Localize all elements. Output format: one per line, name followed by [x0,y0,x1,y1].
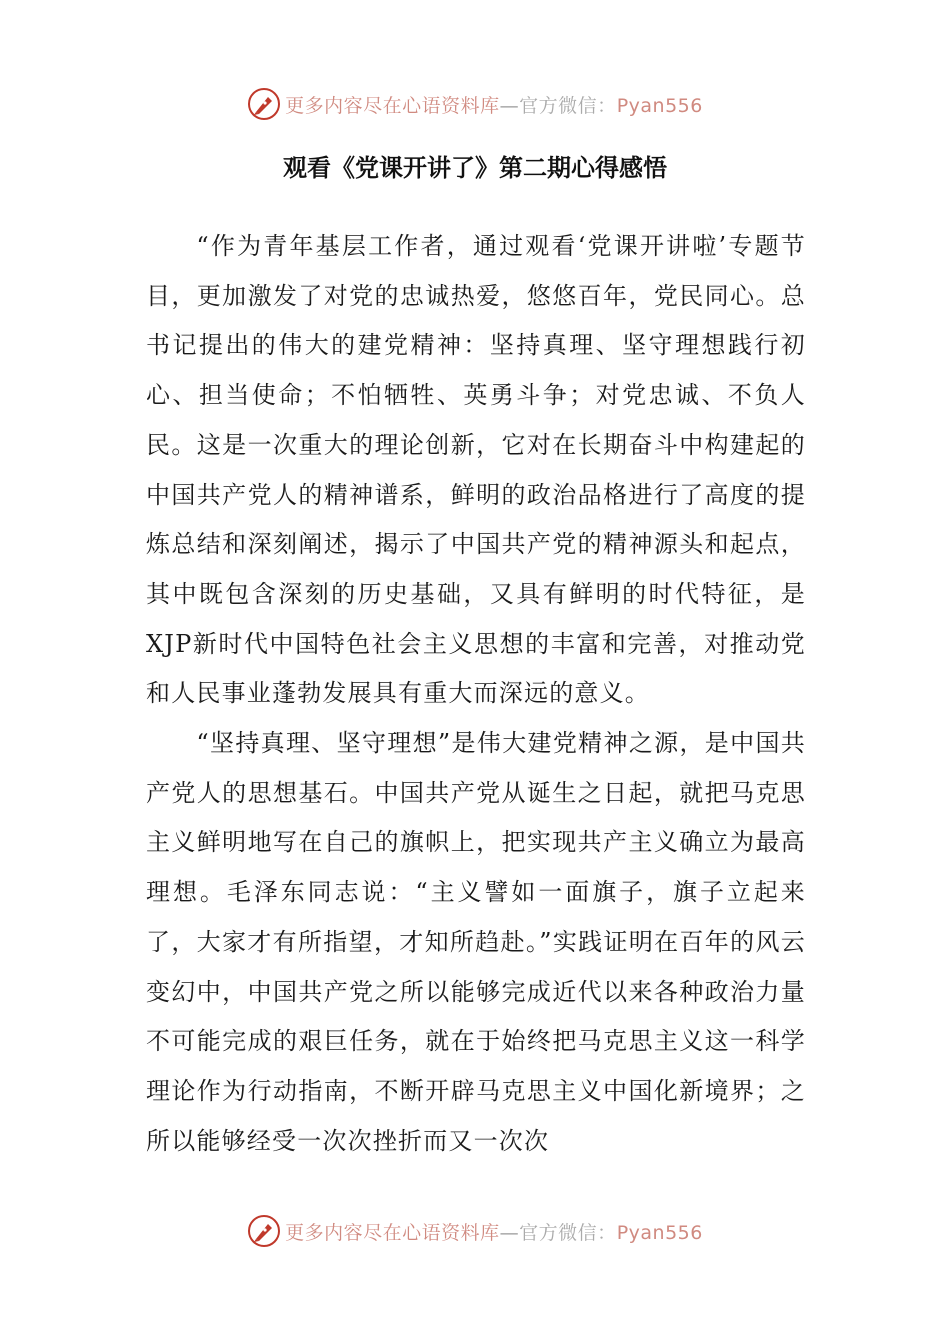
watermark-text [285,91,703,118]
watermark-text [285,1218,703,1245]
watermark-main: 更多内容尽在心语资料库 [285,94,500,117]
footer-watermark [0,1211,950,1251]
header-watermark [0,84,950,124]
watermark-wechat-id: Pyan556 [616,94,703,117]
watermark-dash: — [499,1221,520,1244]
pen-nib-logo-icon [247,87,281,121]
watermark-main: 更多内容尽在心语资料库 [285,1221,500,1244]
document-title: 观看《党课开讲了》第二期心得感悟 [283,153,667,182]
watermark-wechat-label: 官方微信： [519,1221,617,1244]
paragraph: “作为青年基层工作者，通过观看‘党课开讲啦’专题节目，更加激发了对党的忠诚热爱，悠悠百年，党民同心。总书记提出的伟大的建党精神：坚持真理、坚守理想践行初心、担当使命；不怕牺牲、英勇斗争；对党忠诚、不负人民。这是一次重大的理论创新，它对在长期奋斗中构建起的中国共产党人的精神谱系，鲜明的政治品格进行了高度的提炼总结和深刻阐述，揭示了中国共产党的精神源头和起点，其中既包含深刻的历史基础，又具有鲜明的时代特征，是XJP新时代中国特色社会主义思想的丰富和完善，对推动党和人民事业蓬勃发展具有重大而深远的意义。 [146,232,806,708]
paragraph: “坚持真理、坚守理想”是伟大建党精神之源，是中国共产党人的思想基石。中国共产党从诞生之日起，就把马克思主义鲜明地写在自己的旗帜上，把实现共产主义确立为最高理想。毛泽东同志说：“主义譬如一面旗子，旗子立起来了，大家才有所指望，才知所趋赴。”实践证明在百年的风云变幻中，中国共产党之所以能够完成近代以来各种政治力量不可能完成的艰巨任务，就在于始终把马克思主义这一科学理论作为行动指南，不断开辟马克思主义中国化新境界；之所以能够经受一次次挫折而又一次次 [146,729,806,1155]
pen-nib-logo-icon [247,1214,281,1248]
watermark-wechat-label: 官方微信： [519,94,617,117]
watermark-dash: — [499,94,520,117]
watermark-wechat-id: Pyan556 [616,1221,703,1244]
document-body [146,222,806,1166]
